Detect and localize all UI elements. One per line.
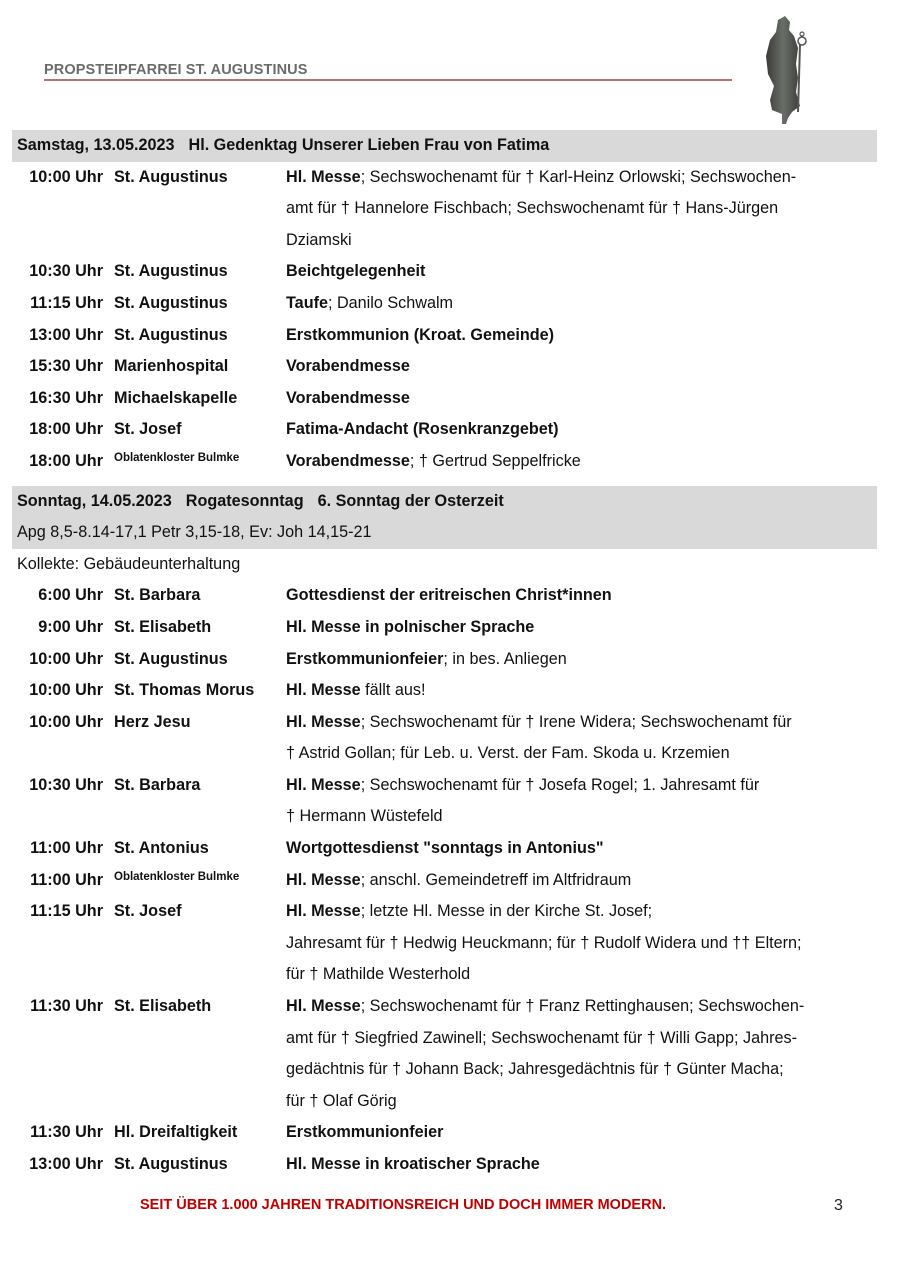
- description-line: [286, 865, 877, 897]
- entry-location: St. Augustinus: [114, 167, 228, 186]
- intention-text: ; Sechswochenamt für † Irene Widera; Sechswochenamt für: [360, 712, 792, 731]
- intention-text: ; Sechswochenamt für † Josefa Rogel; 1. Jahresamt für: [360, 775, 760, 794]
- intention-text: ; anschl. Gemeindetreff im Altfridraum: [360, 870, 632, 889]
- service-type: Erstkommunionfeier: [286, 649, 444, 668]
- description-line: [286, 801, 877, 833]
- intention-text: † Hermann Wüstefeld: [286, 807, 443, 826]
- entry-time: 16:30 Uhr: [29, 388, 103, 407]
- service-type: Erstkommunionfeier: [286, 1123, 444, 1142]
- entry-description: [286, 1117, 877, 1149]
- service-type: Hl. Messe: [286, 167, 361, 186]
- description-line: [286, 644, 877, 676]
- statue-icon: [752, 14, 816, 126]
- entry-time: 11:00 Uhr: [30, 839, 103, 858]
- description-line: [286, 351, 877, 383]
- entry-time: 11:15 Uhr: [30, 902, 103, 921]
- day-section: [12, 130, 877, 478]
- description-line: [286, 928, 877, 960]
- intention-text: amt für † Hannelore Fischbach; Sechswochenamt für † Hans-Jürgen: [286, 199, 779, 218]
- description-line: [286, 991, 877, 1023]
- schedule-entry: [12, 991, 877, 1117]
- description-line: [286, 320, 877, 352]
- entry-description: [286, 896, 877, 991]
- day-feast: Hl. Gedenktag Unserer Lieben Frau von Fatima: [188, 136, 550, 154]
- description-line: [286, 1117, 877, 1149]
- service-type: Gottesdienst der eritreischen Christ*innen: [286, 586, 612, 605]
- schedule-entry: [12, 320, 877, 352]
- day-feast: Rogatesonntag: [185, 491, 304, 510]
- intention-text: ; in bes. Anliegen: [443, 649, 567, 668]
- description-line: [286, 1086, 877, 1118]
- entry-description: [286, 580, 877, 612]
- entry-location: St. Barbara: [114, 586, 201, 605]
- header-underline: [44, 79, 732, 81]
- schedule-entry: [12, 707, 877, 770]
- service-type: Hl. Messe: [286, 681, 361, 700]
- service-type: Hl. Messe: [286, 712, 361, 731]
- day-header-band: [12, 130, 877, 162]
- entry-description: [286, 1149, 877, 1181]
- service-type: Hl. Messe in polnischer Sprache: [286, 617, 535, 636]
- entry-time: 18:00 Uhr: [29, 420, 103, 439]
- entry-location: Oblatenkloster Bulmke: [114, 870, 240, 883]
- entry-location: St. Josef: [114, 420, 182, 439]
- entry-location: Marienhospital: [114, 357, 229, 376]
- entry-location: St. Josef: [114, 902, 182, 921]
- entry-location: St. Thomas Morus: [114, 681, 255, 700]
- schedule-entry: [12, 896, 877, 991]
- footer-slogan: SEIT ÜBER 1.000 JAHREN TRADITIONSREICH UND DOCH IMMER MODERN.: [140, 1197, 667, 1213]
- intention-text: für † Mathilde Westerhold: [286, 965, 471, 984]
- schedule: [12, 130, 877, 1181]
- collection-note: Kollekte: Gebäudeunterhaltung: [17, 554, 241, 573]
- entry-location: St. Augustinus: [114, 262, 228, 281]
- entry-location: St. Augustinus: [114, 325, 228, 344]
- intention-text: Jahresamt für † Hedwig Heuckmann; für † Rudolf Widera und †† Eltern;: [286, 933, 802, 952]
- schedule-entry: [12, 288, 877, 320]
- description-line: [286, 193, 877, 225]
- service-type: Vorabendmesse: [286, 388, 410, 407]
- schedule-entry: [12, 1117, 877, 1149]
- entry-description: [286, 414, 877, 446]
- day-date: Sonntag, 14.05.2023: [17, 491, 172, 510]
- entry-description: [286, 162, 877, 257]
- description-line: [286, 225, 877, 257]
- description-line: [286, 1023, 877, 1055]
- schedule-entry: [12, 162, 877, 257]
- intention-text: ; Sechswochenamt für † Franz Rettinghausen; Sechswochen-: [360, 997, 805, 1016]
- service-type: Wortgottesdienst "sonntags in Antonius": [286, 839, 604, 858]
- entry-time: 13:00 Uhr: [29, 325, 103, 344]
- day-heading: [17, 486, 877, 518]
- entry-location: St. Antonius: [114, 839, 209, 858]
- entry-time: 15:30 Uhr: [29, 357, 103, 376]
- service-type: Vorabendmesse: [286, 357, 410, 376]
- entry-location: St. Elisabeth: [114, 617, 212, 636]
- description-line: [286, 959, 877, 991]
- entry-time: 10:00 Uhr: [29, 167, 103, 186]
- entry-location: St. Augustinus: [114, 1155, 228, 1173]
- intention-text: amt für † Siegfried Zawinell; Sechswochenamt für † Willi Gapp; Jahres-: [286, 1028, 798, 1047]
- intention-text: gedächtnis für † Johann Back; Jahresgedächtnis für † Günter Macha;: [286, 1060, 784, 1079]
- description-line: [286, 383, 877, 415]
- service-type: Hl. Messe: [286, 997, 361, 1016]
- description-line: [286, 446, 877, 478]
- intention-text: ; † Gertrud Seppelfricke: [409, 451, 581, 470]
- description-line: [286, 770, 877, 802]
- intention-text: ; Danilo Schwalm: [327, 293, 454, 312]
- intention-text: ; Sechswochenamt für † Karl-Heinz Orlowski; Sechswochen-: [360, 167, 797, 186]
- intention-text: fällt aus!: [360, 681, 426, 700]
- description-line: [286, 896, 877, 928]
- description-line: [286, 162, 877, 194]
- service-type: Hl. Messe: [286, 902, 361, 921]
- service-type: Hl. Messe: [286, 775, 361, 794]
- intention-text: für † Olaf Görig: [286, 1091, 397, 1110]
- service-type: Erstkommunion (Kroat. Gemeinde): [286, 325, 555, 344]
- entry-description: [286, 351, 877, 383]
- schedule-entry: [12, 383, 877, 415]
- entry-time: 10:30 Uhr: [29, 775, 103, 794]
- entry-description: [286, 865, 877, 897]
- entry-location: Herz Jesu: [114, 712, 191, 731]
- entry-time: 18:00 Uhr: [29, 451, 103, 470]
- parish-title: PROPSTEIPFARREI ST. AUGUSTINUS: [44, 62, 308, 78]
- schedule-entry: [12, 351, 877, 383]
- intention-text: † Astrid Gollan; für Leb. u. Verst. der Fam. Skoda u. Krzemien: [286, 744, 730, 763]
- description-line: [286, 612, 877, 644]
- entry-location: Michaelskapelle: [114, 388, 238, 407]
- entry-time: 10:00 Uhr: [29, 712, 103, 731]
- service-type: Beichtgelegenheit: [286, 262, 426, 281]
- entry-time: 11:15 Uhr: [30, 293, 103, 312]
- description-line: [286, 738, 877, 770]
- entry-time: 11:00 Uhr: [30, 870, 103, 889]
- service-type: Fatima-Andacht (Rosenkranzgebet): [286, 420, 559, 439]
- description-line: [286, 1054, 877, 1086]
- entry-time: 10:30 Uhr: [29, 262, 103, 281]
- page-number: 3: [834, 1197, 843, 1214]
- entry-location: St. Augustinus: [114, 649, 228, 668]
- service-type: Vorabendmesse: [286, 451, 410, 470]
- entry-description: [286, 288, 877, 320]
- entry-time: 13:00 Uhr: [29, 1155, 103, 1173]
- entry-time: 10:00 Uhr: [29, 681, 103, 700]
- schedule-entry: [12, 1149, 877, 1181]
- description-line: [286, 833, 877, 865]
- entry-location: St. Barbara: [114, 775, 201, 794]
- entry-time: 10:00 Uhr: [29, 649, 103, 668]
- service-type: Taufe: [286, 293, 328, 312]
- entry-time: 11:30 Uhr: [30, 1123, 103, 1142]
- description-line: [286, 1149, 877, 1181]
- schedule-entry: [12, 833, 877, 865]
- day-date: Samstag, 13.05.2023: [17, 136, 175, 154]
- entry-description: [286, 707, 877, 770]
- schedule-entry: [12, 414, 877, 446]
- entry-description: [286, 320, 877, 352]
- day-section: [12, 486, 877, 1181]
- schedule-entry: [12, 865, 877, 897]
- entry-description: [286, 644, 877, 676]
- description-line: [286, 580, 877, 612]
- service-type: Hl. Messe in kroatischer Sprache: [286, 1155, 540, 1173]
- schedule-entry: [12, 612, 877, 644]
- schedule-entry: [12, 580, 877, 612]
- entry-description: [286, 833, 877, 865]
- schedule-entry: [12, 256, 877, 288]
- schedule-entry: [12, 446, 877, 478]
- entry-description: [286, 612, 877, 644]
- day-header-band: [12, 486, 877, 549]
- entry-location: St. Augustinus: [114, 293, 228, 312]
- day-feast: 6. Sonntag der Osterzeit: [317, 491, 504, 510]
- day-readings: Apg 8,5-8.14-17,1 Petr 3,15-18, Ev: Joh 14,15-21: [17, 523, 372, 542]
- entry-time: 6:00 Uhr: [38, 586, 103, 605]
- entry-description: [286, 256, 877, 288]
- entry-description: [286, 991, 877, 1117]
- entry-time: 9:00 Uhr: [38, 617, 103, 636]
- entry-location: St. Elisabeth: [114, 997, 212, 1016]
- description-line: [286, 675, 877, 707]
- day-heading: [17, 130, 877, 162]
- description-line: [286, 414, 877, 446]
- entry-time: 11:30 Uhr: [30, 997, 103, 1016]
- intention-text: Dziamski: [286, 230, 352, 249]
- intention-text: ; letzte Hl. Messe in der Kirche St. Josef;: [360, 902, 653, 921]
- description-line: [286, 707, 877, 739]
- entry-description: [286, 770, 877, 833]
- entry-description: [286, 383, 877, 415]
- description-line: [286, 288, 877, 320]
- entry-location: Oblatenkloster Bulmke: [114, 451, 240, 464]
- schedule-entry: [12, 770, 877, 833]
- service-type: Hl. Messe: [286, 870, 361, 889]
- entry-description: [286, 675, 877, 707]
- entry-location: Hl. Dreifaltigkeit: [114, 1123, 238, 1142]
- schedule-entry: [12, 675, 877, 707]
- entry-description: [286, 446, 877, 478]
- description-line: [286, 256, 877, 288]
- schedule-entry: [12, 644, 877, 676]
